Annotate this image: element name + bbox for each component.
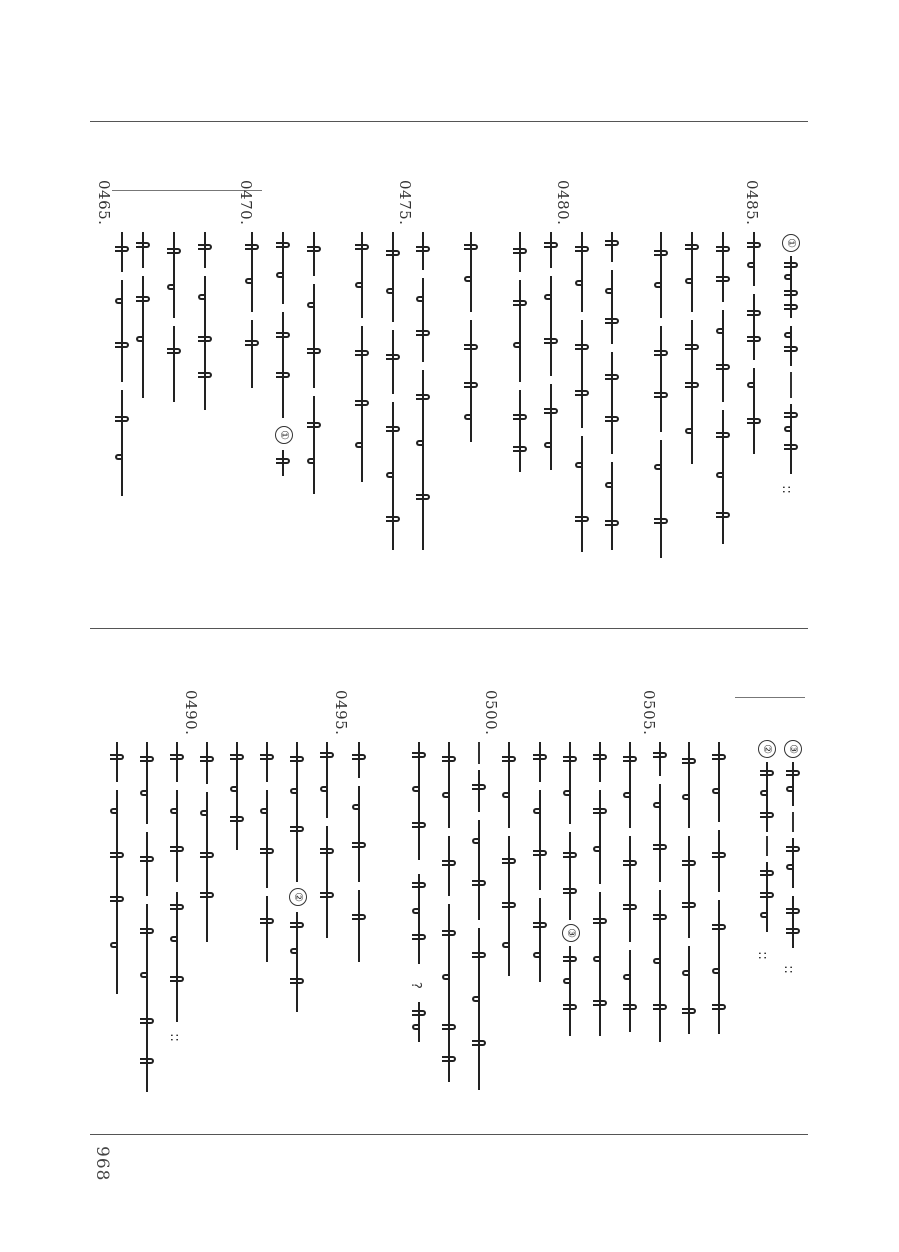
lower-question-mark: ? [407,982,423,989]
upper-note-text-2 [782,404,800,474]
line-number-0475: 0475. [396,180,414,226]
lower-note-3-text-2 [784,838,802,948]
text-column [462,232,480,442]
text-column [680,742,698,1034]
text-column [500,742,518,976]
text-column [384,232,402,550]
text-column [531,742,549,982]
text-column [683,232,701,464]
text-column [651,742,669,1042]
text-column [196,232,214,410]
text-column [591,742,609,1036]
lower-note-separator-line [735,697,805,698]
upper-inline-note-marker: ① [275,426,293,444]
text-column [710,742,728,1034]
line-number-0485: 0485. [743,180,761,226]
text-column [440,742,458,1082]
bottom-rule [90,1134,808,1135]
text-column [274,450,292,476]
text-column [410,874,428,964]
text-column [168,892,186,1022]
text-column [414,232,432,550]
lower-note-2-end-mark: :: [754,951,770,960]
lower-note-2-text [758,762,776,832]
text-column [318,742,336,938]
page-number: 968 [92,1146,112,1182]
text-column [168,742,186,882]
lower-note-marker-3: ③ [784,740,802,758]
text-column [138,742,156,1092]
line-number-0480: 0480. [554,180,572,226]
lower-note-3-text [784,762,802,806]
text-column [511,232,529,472]
upper-note-marker: ① [782,234,800,252]
lower-inline-note-marker-2: ② [289,888,307,906]
line-number-0490: 0490. [182,690,200,736]
line-number-0465: 0465. [95,180,113,226]
text-column [198,742,216,942]
lower-end-mark: :: [166,1033,182,1042]
text-column [274,232,292,418]
text-column [305,232,323,494]
text-column [288,912,306,1012]
text-column [353,232,371,482]
text-column [134,232,152,398]
text-column [652,232,670,558]
line-number-0470: 0470. [237,180,255,226]
text-column [113,232,131,496]
lower-inline-note-marker-3: ③ [562,924,580,942]
text-column [258,742,276,962]
line-number-0500: 0500. [482,690,500,736]
lower-note-3-end-mark: :: [780,965,796,974]
text-column [561,742,579,920]
line-number-0495: 0495. [332,690,350,736]
text-column [165,232,183,402]
top-rule [90,121,808,122]
upper-note-text [782,256,800,366]
text-column [621,742,639,1032]
text-column [288,742,306,882]
text-column [714,232,732,544]
line-number-0505: 0505. [640,690,658,736]
text-column [350,742,368,962]
upper-note-dash [790,372,792,398]
text-column [410,742,428,860]
middle-rule [90,628,808,629]
lower-note-3-dash [792,812,794,832]
text-column [603,232,621,550]
lower-note-2-dash [766,836,768,856]
text-column [228,742,246,850]
lower-note-marker-2: ② [758,740,776,758]
text-column [745,232,763,454]
upper-note-end-mark: :: [778,485,794,494]
text-column [410,1002,428,1042]
text-column [573,232,591,552]
text-column [542,232,560,470]
text-column [108,742,126,994]
lower-note-2-text-2 [758,862,776,932]
text-column [243,232,261,388]
text-column [470,770,488,1090]
lower-dash [478,742,480,764]
text-column [561,946,579,1036]
